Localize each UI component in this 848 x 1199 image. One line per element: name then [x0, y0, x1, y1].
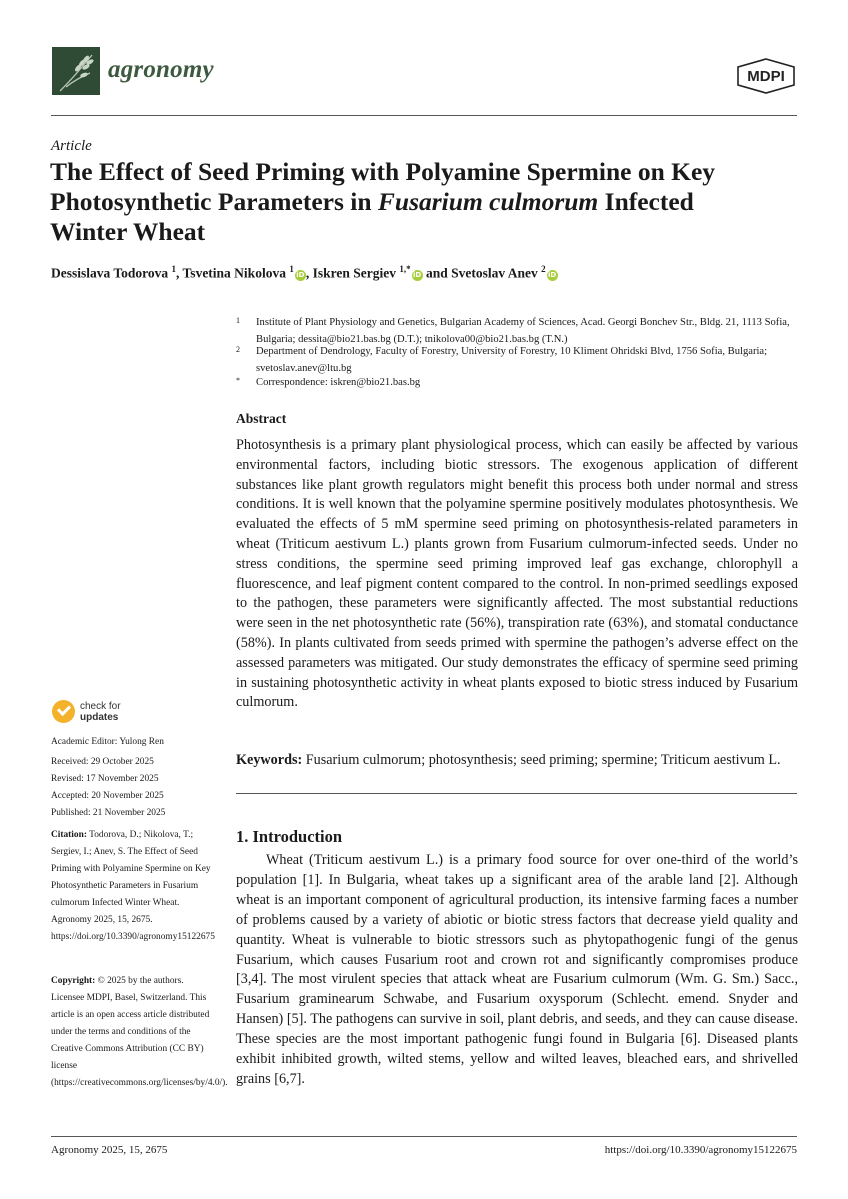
footer-divider — [51, 1136, 797, 1137]
author-list: Dessislava Todorova $^1$, Tsvetina Nikolova $^1$iD, Iskren Sergiev $^{1,*}$iD and Svetoslav Anev $^2$iD — [51, 264, 557, 281]
revised-date: Revised: 17 November 2025 — [51, 774, 159, 784]
author-name[interactable]: Dessislava Todorova — [51, 265, 169, 281]
wheat-icon — [52, 47, 100, 95]
affiliation-mark: 1 — [236, 316, 240, 325]
academic-editor: Academic Editor: Yulong Ren — [51, 737, 164, 747]
author-affil-mark: 1 — [289, 264, 294, 274]
published-date: Published: 21 November 2025 — [51, 808, 166, 818]
introduction-text: Wheat (Triticum aestivum L.) is a primary food source for over one-third of the world’s population [1]. In Bulgaria, wheat takes up a significant area of the arable land [2]. Although wheat is an important component of agricultural production, its intensive farming faces a number of problems caused by a variety of abiotic or biotic stress factors that decrease yield quality and quantity. Wheat is vulnerable to biotic stressors such as phytopathogenic fungi of the genus Fusarium, which causes Fusarium root and crown rot and significantly compromises produce [3,4]. The most virulent species that attack wheat are Fusarium culmorum (Wm. G. Sm.) Sacc., Fusarium graminearum Schwabe, and Fusarium oxysporum (Schlecht. emend. Snyder and Hansen) [5]. The pathogens can survive in soil, plant debris, and seeds, and they can cause disease. These species are the most important pathogenic fungi found in Bulgaria [6]. Diseased plants exhibit inhibited growth, wilted stems, yellow and wilted leaves, bleached ears, and shrivelled grains [6,7]. — [236, 852, 798, 1087]
abstract-heading: Abstract — [236, 411, 287, 426]
received-date: Received: 29 October 2025 — [51, 757, 154, 767]
author-name[interactable]: Tsvetina Nikolova — [182, 265, 286, 281]
orcid-icon[interactable]: iD — [296, 270, 305, 279]
citation-label: Citation: — [51, 830, 87, 840]
affiliation-text: Institute of Plant Physiology and Genetics, Bulgarian Academy of Sciences, Acad. Georgi Bonchev Str., Bldg. 21, 1113 Sofia, Bulgaria; dessita@bio21.bas.bg (D.T.); tnikolova00@bio21.bas.bg (T.N.) — [256, 317, 790, 345]
journal-logo — [52, 47, 100, 95]
publisher-name: MDPI — [747, 68, 785, 85]
correspondence — [236, 374, 798, 391]
orcid-icon[interactable]: iD — [412, 270, 422, 279]
author-affil-mark: 1 — [171, 264, 177, 274]
accepted-date: Accepted: 20 November 2025 — [51, 791, 164, 801]
copyright-text: © 2025 by the authors. Licensee MDPI, Basel, Switzerland. This article is an open access article distributed under the terms and conditions of the Creative Commons Attribution (CC BY) license (https://creativecommons.org/licenses/by/4.0/). — [51, 976, 228, 1088]
keywords-text: Fusarium culmorum; photosynthesis; seed priming; spermine; Triticum aestivum L. — [305, 752, 781, 768]
article-title — [50, 157, 810, 247]
header-divider — [51, 115, 797, 116]
check-updates-line2: updates — [80, 712, 119, 723]
title-text: The Effect of Seed Priming with Polyamine Spermine on Key Photosynthetic Parameters in Fusarium culmorum Infected Winter Wheat — [50, 157, 716, 246]
check-icon — [52, 700, 75, 723]
article-type: Article — [51, 138, 92, 154]
orcid-icon[interactable]: iD — [548, 270, 557, 279]
check-updates-line1: check for — [80, 701, 121, 712]
author-affil-mark: 2 — [541, 264, 546, 274]
affiliation-mark: 2 — [236, 345, 240, 354]
keywords — [236, 752, 798, 769]
publisher-logo[interactable] — [736, 58, 796, 94]
journal-name[interactable]: agronomy — [108, 56, 214, 83]
copyright-block — [51, 973, 228, 1092]
author-name[interactable]: Iskren Sergiev — [312, 265, 396, 281]
abstract-text: Photosynthesis is a primary plant physiological process, which can easily be affected by various environmental factors, including biotic stressors. The exogenous application of different substances like plant growth regulators might benefit this process both under normal and stress conditions. It is well known that the polyamine spermine positively modulates photosynthesis. We evaluated the effects of 5 mM spermine seed priming on photosynthesis-related parameters in wheat (Triticum aestivum L.) plants grown from Fusarium culmorum-infected seeds. Under no stress conditions, the spermine seed priming improved leaf gas exchange, chlorophyll a fluorescence, and leaf pigment content compared to the control. In non-primed seedlings exposed to the pathogen, these parameters were significantly affected. The most substantial reductions were seen in the net photosynthetic rate (56%), transpiration rate (63%), and stomatal conductance (58%). In plants cultivated from seeds primed with spermine the pathogen’s adverse effect on the assessed parameters was mitigated. Our study demonstrates the efficacy of spermine seed priming in sustaining photosynthetic activity in wheat plants exposed to biotic stress induced by Fusarium culmorum. — [236, 437, 798, 711]
footer-citation: Agronomy 2025, 15, 2675 — [51, 1144, 168, 1156]
affiliation-mark: * — [236, 376, 240, 385]
footer-doi-link[interactable]: https://doi.org/10.3390/agronomy15122675 — [604, 1144, 797, 1156]
author-affil-mark: 1,* — [399, 264, 411, 274]
section-divider — [236, 793, 797, 794]
keywords-label: Keywords: — [236, 752, 303, 768]
mdpi-logo-icon — [736, 58, 796, 94]
affiliation-text: Correspondence: iskren@bio21.bas.bg — [256, 377, 421, 388]
author-name[interactable]: Svetoslav Anev — [451, 265, 538, 281]
affiliation — [236, 343, 798, 377]
citation-text: Todorova, D.; Nikolova, T.; Sergiev, I.; Anev, S. The Effect of Seed Priming with Polyamine Spermine on Key Photosynthetic Parameters in Fusarium culmorum Infected Winter Wheat. Agronomy 2025, 15, 2675. https://doi.org/10.3390/agronomy15122675 — [51, 830, 215, 942]
copyright-label: Copyright: — [51, 976, 96, 986]
section-heading: 1. Introduction — [236, 827, 343, 846]
citation-block — [51, 827, 216, 946]
affiliation-text: Department of Dendrology, Faculty of Forestry, University of Forestry, 10 Kliment Ohridski Blvd, 1756 Sofia, Bulgaria; svetoslav.anev@ltu.bg — [256, 346, 768, 374]
